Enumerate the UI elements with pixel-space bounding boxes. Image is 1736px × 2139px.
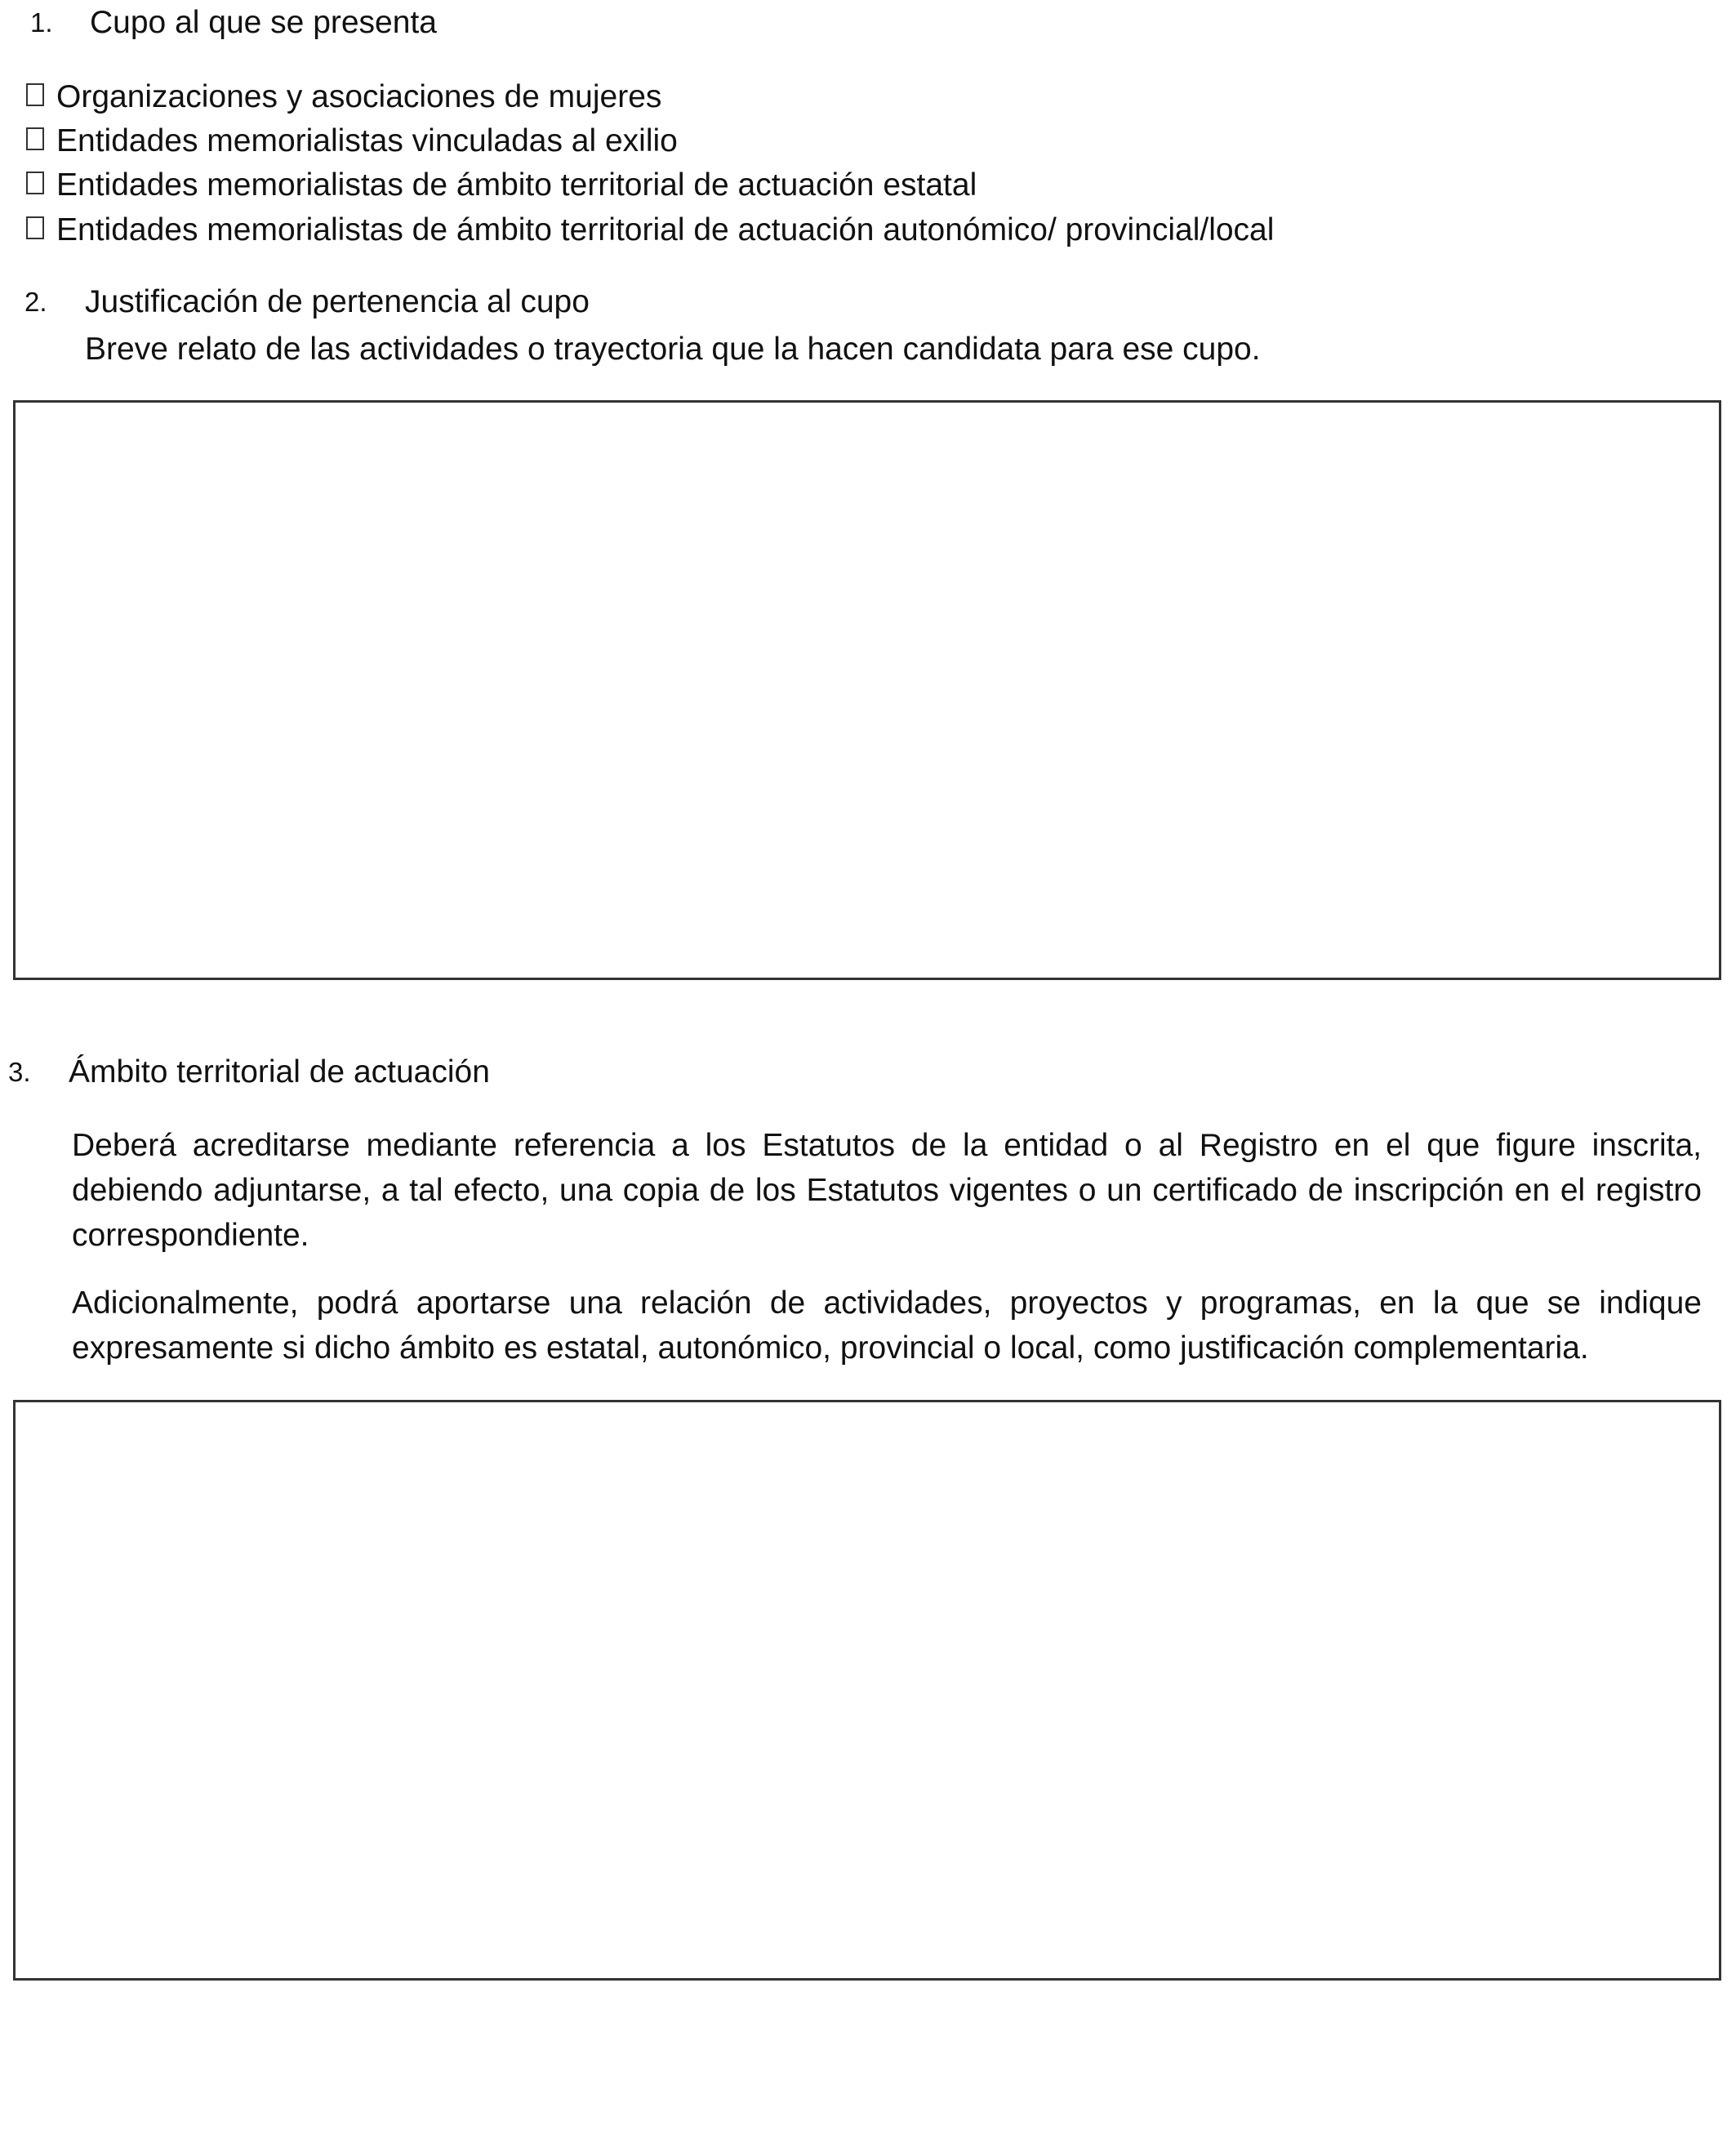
option-label-women-orgs: Organizaciones y asociaciones de mujeres	[56, 79, 662, 114]
section3-title: Ámbito territorial de actuación	[69, 1054, 490, 1090]
section1-number: 1.	[30, 7, 53, 38]
checkbox-exile[interactable]	[26, 127, 44, 150]
checkbox-state[interactable]	[26, 172, 44, 194]
option-row-regional[interactable]	[26, 211, 1274, 250]
checkbox-regional[interactable]	[26, 216, 44, 239]
option-row-state[interactable]	[26, 166, 977, 205]
section3-number: 3.	[8, 1057, 31, 1087]
option-label-state: Entidades memorialistas de ámbito territorial de actuación estatal	[56, 167, 977, 203]
section3-paragraph-statutes: Deberá acreditarse mediante referencia a los Estatutos de la entidad o al Registro en el que figure inscrita, debiendo adjuntarse, a tal efecto, una copia de los Estatutos vigentes o un certificado de inscripción en el registro correspondiente.	[72, 1128, 1702, 1253]
section2-subtitle: Breve relato de las actividades o trayectoria que la hacen candidata para ese cupo.	[85, 332, 1261, 367]
checkbox-women-orgs[interactable]	[26, 83, 44, 106]
section2-title: Justificación de pertenencia al cupo	[85, 284, 590, 319]
option-row-exile[interactable]	[26, 122, 678, 161]
territorial-scope-textarea[interactable]	[13, 1400, 1721, 1981]
section2-number: 2.	[24, 287, 47, 317]
option-row-women-orgs[interactable]	[26, 78, 661, 117]
section1-title: Cupo al que se presenta	[90, 5, 437, 40]
section3-paragraph-additional: Adicionalmente, podrá aportarse una relación de actividades, proyectos y programas, en la que se indique expresamente si dicho ámbito es estatal, autonómico, provincial o local, como justificación complementaria.	[72, 1286, 1702, 1366]
option-label-exile: Entidades memorialistas vinculadas al exilio	[56, 123, 678, 158]
option-label-regional: Entidades memorialistas de ámbito territorial de actuación autonómico/ provincial/local	[56, 212, 1275, 247]
justification-textarea[interactable]	[13, 400, 1721, 980]
